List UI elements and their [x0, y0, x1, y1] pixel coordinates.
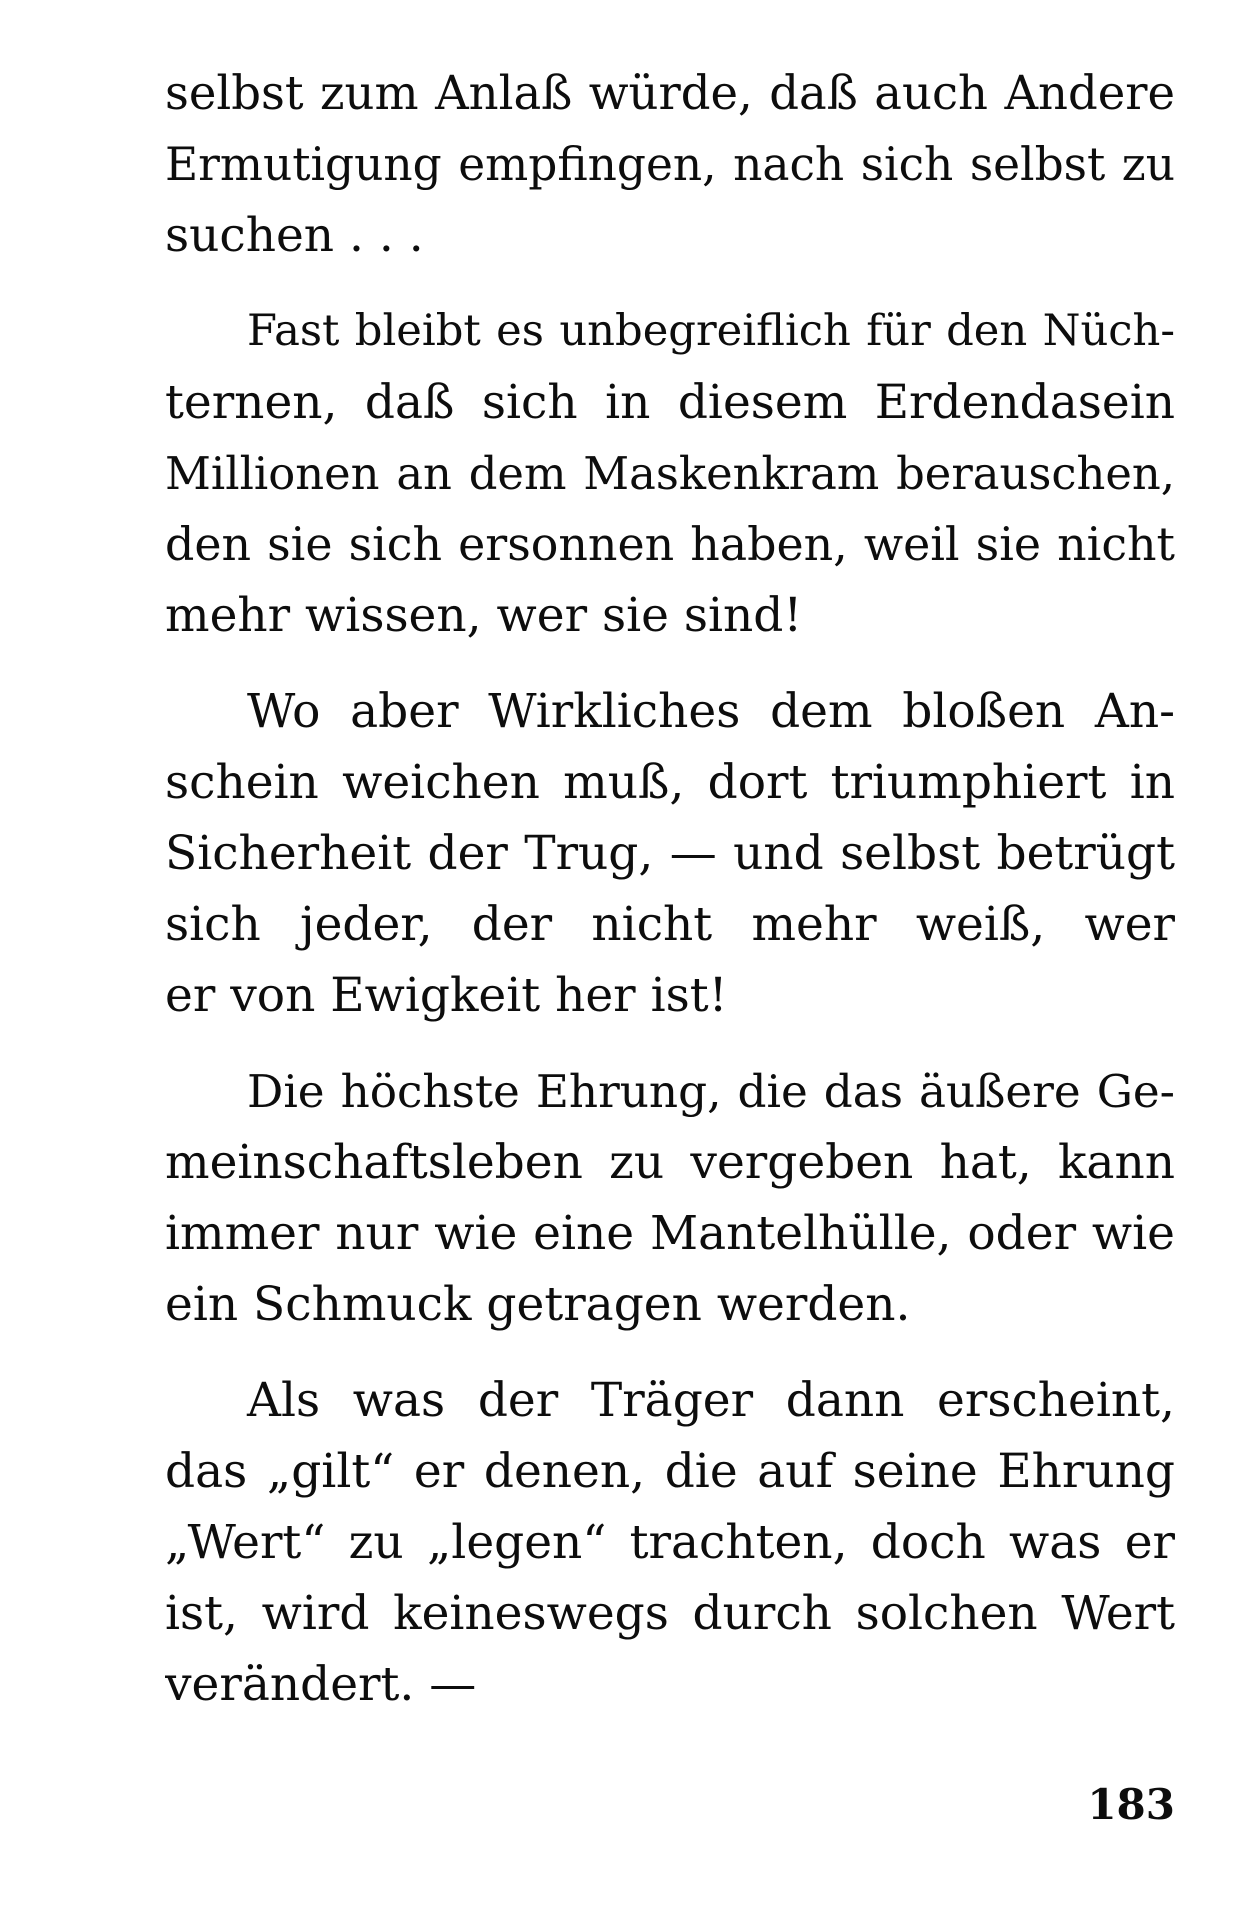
- paragraph-5: [165, 1365, 1175, 1720]
- text-line: Wo aber Wirkliches dem bloßen An-: [247, 684, 1175, 739]
- text-line: „Wert“ zu „legen“ trachten, doch was er: [165, 1515, 1175, 1570]
- text-line: Die höchste Ehrung, die das äußere Ge-: [247, 1065, 1175, 1118]
- text-line: suchen . . .: [165, 208, 424, 263]
- text-line: den sie sich ersonnen haben, weil sie nicht: [165, 517, 1175, 571]
- text-line: mehr wissen, wer sie sind!: [165, 588, 803, 643]
- text-line: schein weichen muß, dort triumphiert in: [165, 755, 1175, 810]
- text-line: Millionen an dem Maskenkram berauschen,: [165, 447, 1175, 500]
- page-body: [165, 58, 1175, 1908]
- paragraph-4: [165, 1056, 1175, 1340]
- text-line: Fast bleibt es unbegreiflich für den Nüch-: [247, 306, 1175, 356]
- text-line: ternen, daß sich in diesem Erdendasein: [165, 375, 1175, 430]
- page-number: 183: [1087, 1780, 1175, 1829]
- text-line: Sicherheit der Trug, — und selbst betrügt: [165, 826, 1175, 881]
- text-line: Als was der Träger dann erscheint,: [247, 1373, 1175, 1428]
- text-line: das „gilt“ er denen, die auf seine Ehrung: [165, 1444, 1175, 1499]
- paragraph-3: [165, 676, 1175, 1031]
- text-line: sich jeder, der nicht mehr weiß, wer: [165, 897, 1175, 952]
- text-line: ein Schmuck getragen werden.: [165, 1277, 911, 1332]
- text-line: Ermutigung empfingen, nach sich selbst zu: [165, 138, 1175, 191]
- text-line: er von Ewigkeit her ist!: [165, 968, 728, 1023]
- text-line: ist, wird keineswegs durch solchen Wert: [165, 1586, 1175, 1641]
- text-line: meinschaftsleben zu vergeben hat, kann: [165, 1135, 1175, 1190]
- paragraph-1: [165, 58, 1175, 271]
- text-line: immer nur wie eine Mantelhülle, oder wie: [165, 1206, 1175, 1261]
- text-line: selbst zum Anlaß würde, daß auch Andere: [165, 66, 1175, 120]
- paragraph-2: [165, 296, 1175, 651]
- text-line: verändert. —: [165, 1657, 477, 1712]
